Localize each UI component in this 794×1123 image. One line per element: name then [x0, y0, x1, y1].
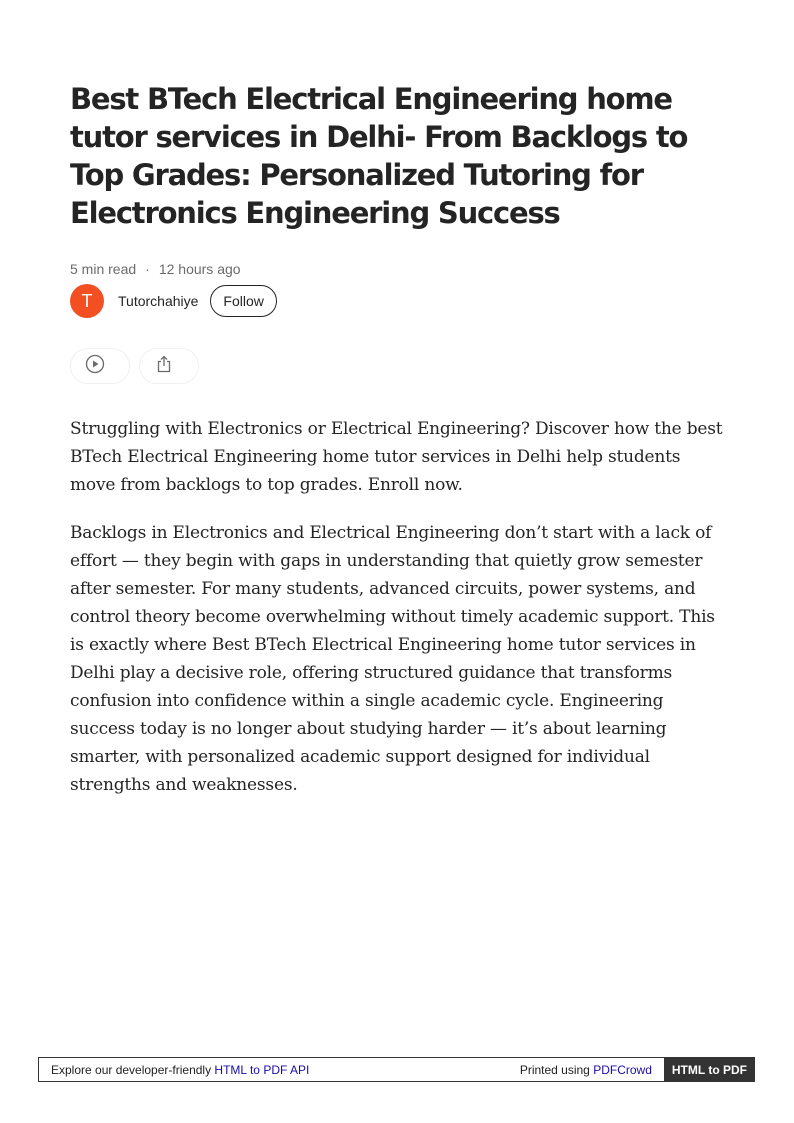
html-to-pdf-api-link[interactable]: HTML to PDF API [214, 1062, 310, 1077]
published-time: 12 hours ago [158, 261, 241, 277]
avatar-initial: T [81, 290, 93, 311]
article-body [70, 415, 730, 799]
play-icon [85, 354, 105, 379]
article-meta [70, 260, 730, 278]
read-time: 5 min read [70, 261, 137, 277]
share-icon [154, 354, 174, 379]
article-actions [70, 347, 730, 385]
listen-button[interactable] [70, 348, 130, 384]
article-paragraph: Struggling with Electronics or Electrical Engineering? Discover how the best BTech Electrical Engineering home tutor services in Delhi help students move from backlogs to top grades. Enroll now. [70, 419, 723, 495]
follow-button[interactable]: Follow [210, 285, 276, 317]
footer-printed-text: Printed using [519, 1062, 594, 1077]
article-title: Best BTech Electrical Engineering home tutor services in Delhi- From Backlogs to Top Grades: Personalized Tutoring for Electronics Engineering Success [70, 82, 688, 230]
article-paragraph: Backlogs in Electronics and Electrical Engineering don’t start with a lack of effort — they begin with gaps in understanding that quietly grow semester after semester. For many students, advanced circuits, power systems, and control theory become overwhelming without timely academic support. This is exactly where Best BTech Electrical Engineering home tutor services in Delhi play a decisive role, offering structured guidance that transforms confusion into confidence within a single academic cycle. Engineering success today is no longer about studying harder — it’s about learning smarter, with personalized academic support designed for individual strengths and weaknesses. [70, 523, 715, 795]
pdfcrowd-link[interactable]: PDFCrowd [593, 1062, 652, 1077]
author-row [70, 284, 730, 318]
avatar[interactable] [70, 284, 104, 318]
pdf-footer-banner [38, 1057, 755, 1082]
author-name[interactable]: Tutorchahiye [118, 293, 199, 309]
footer-printed [520, 1063, 664, 1077]
share-button[interactable] [139, 348, 199, 384]
html-to-pdf-button[interactable]: HTML to PDF [664, 1057, 755, 1082]
footer-explore [39, 1063, 520, 1077]
article [70, 80, 730, 819]
footer-explore-text: Explore our developer-friendly [51, 1062, 215, 1077]
meta-separator: · [145, 261, 150, 277]
